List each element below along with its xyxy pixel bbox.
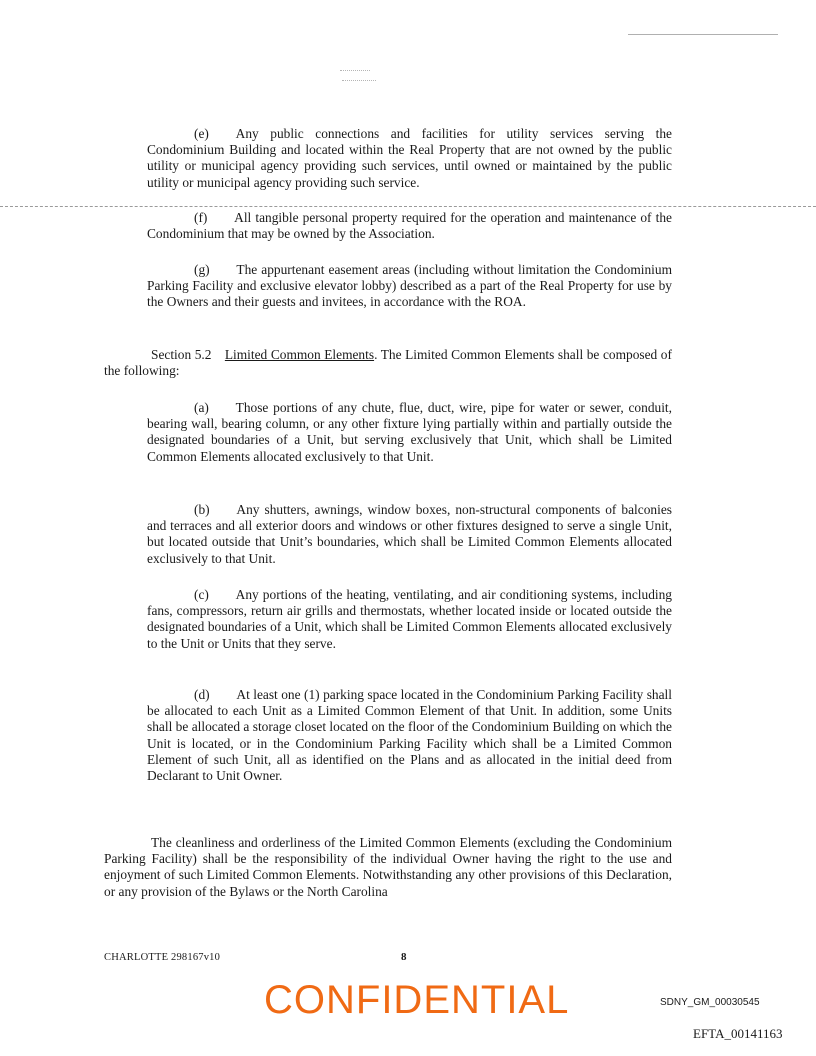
paragraph-g: (g) The appurtenant easement areas (including without limitation the Condominium Parking Facility and exclusive elevator lobby) described as a part of the Real Property for use by the Owners and their guests and invitees, in accordance with the ROA. <box>147 262 672 310</box>
section-5-2-heading: Limited Common Elements <box>224 347 375 362</box>
section-5-2-body: . The Limited Common Elements shall be composed of the following: <box>104 347 672 379</box>
bates-number: SDNY_GM_00030545 <box>660 997 760 1008</box>
paragraph-d: (d) At least one (1) parking space located in the Condominium Parking Facility shall be allocated to each Unit as a Limited Common Element of that Unit. In addition, some Units shall be allocated a storage closet located on the floor of the Condominium Building on which the Unit is located, or in the Condominium Parking Facility which shall be a Limited Common Element of such Unit, all as identified on the Plans and as allocated in the initial deed from Declarant to Unit Owner. <box>147 687 672 784</box>
efta-number: EFTA_00141163 <box>693 1026 783 1041</box>
scan-artifact-top-center-2 <box>342 80 376 81</box>
paragraph-f: (f) All tangible personal property required for the operation and maintenance of the Condominium that may be owned by the Association. <box>147 210 672 242</box>
footer-document-id: CHARLOTTE 298167v10 <box>104 952 221 963</box>
section-5-2-prefix: Section 5.2 <box>151 347 225 362</box>
closing-paragraph: The cleanliness and orderliness of the Limited Common Elements (excluding the Condominium Parking Facility) shall be the responsibility of the individual Owner having the right to the use and enjoyment of such Limited Common Elements. Notwithstanding any other provisions of this Declaration, or any provision of the Bylaws or the North Carolina <box>104 835 672 899</box>
scan-fold-line <box>0 206 816 207</box>
page-number: 8 <box>401 951 407 963</box>
paragraph-a: (a) Those portions of any chute, flue, duct, wire, pipe for water or sewer, conduit, bearing wall, bearing column, or any other fixture lying partially within and partially outside the designated boundaries of a Unit, but serving exclusively that Unit, which shall be Limited Common Elements allocated exclusively to that Unit. <box>147 400 672 464</box>
section-5-2 <box>104 347 672 379</box>
paragraph-c: (c) Any portions of the heating, ventilating, and air conditioning systems, including fans, compressors, return air grills and thermostats, whether located inside or located outside the designated boundaries of a Unit, which shall be Limited Common Elements allocated exclusively to the Unit or Units that they serve. <box>147 587 672 651</box>
scan-artifact-top-right <box>628 34 778 35</box>
scan-artifact-top-center <box>340 70 370 71</box>
paragraph-b: (b) Any shutters, awnings, window boxes, non-structural components of balconies and terraces and all exterior doors and windows or other fixtures designed to serve a single Unit, but located outside that Unit’s boundaries, which shall be Limited Common Elements allocated exclusively to that Unit. <box>147 502 672 566</box>
paragraph-e: (e) Any public connections and facilities for utility services serving the Condominium Building and located within the Real Property that are not owned by the public utility or municipal agency providing such services, until owned or maintained by the public utility or municipal agency providing such service. <box>147 126 672 190</box>
confidential-stamp: CONFIDENTIAL <box>264 978 570 1022</box>
